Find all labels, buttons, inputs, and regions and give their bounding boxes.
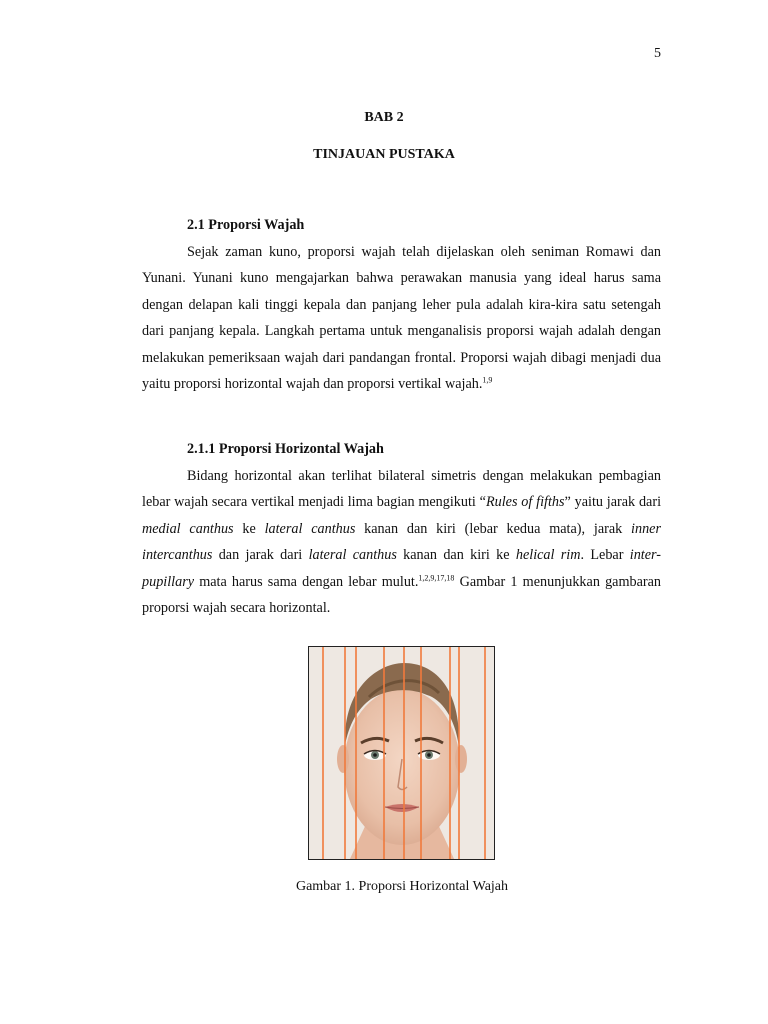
text: kanan dan kiri ke — [396, 547, 516, 563]
text: Bidang horizontal akan terlihat bilateral simetris dengan melakukan pembagian lebar wajah secara vertikal menjadi lima bagian mengikuti “ — [142, 467, 661, 510]
citation: 1,2,9,17,18 — [418, 572, 455, 582]
text: mata harus sama dengan lebar mulut. — [194, 573, 419, 590]
term: inner intercanthus — [142, 520, 661, 563]
figure-caption: Gambar 1. Proporsi Horizontal Wajah — [295, 879, 509, 894]
term: inter-pupillary — [142, 547, 661, 590]
right-ear — [455, 745, 467, 773]
face-proportion-figure — [308, 646, 495, 860]
page-number: 5 — [654, 46, 661, 61]
text: kanan dan kiri (lebar kedua mata), jarak — [355, 520, 632, 537]
term: Rules of fifths — [485, 494, 565, 510]
subsection-proporsi-horizontal — [142, 436, 661, 622]
text: ke — [233, 520, 265, 537]
paragraph-text: Sejak zaman kuno, proporsi wajah telah dijelaskan oleh seniman Romawi dan Yunani. Yunani kuno mengajarkan bahwa perawakan manusia yang ideal harus sama dengan delapan kali tinggi kepala dan panjang leher pula adalah kira-kira satu setengah dari panjang kepala. Langkah pertama untuk menganalisis proporsi wajah adalah dengan melakukan pemeriksaan wajah dari pandangan frontal. Proporsi wajah dibagi menjadi dua yaitu proporsi horizontal wajah dan proporsi vertikal wajah. — [142, 243, 661, 392]
citation: 1,9 — [482, 375, 493, 385]
text: Gambar 1 menunjukkan gambaran proporsi wajah secara horizontal. — [142, 573, 662, 616]
section-heading: 2.1 Proporsi Wajah — [187, 217, 305, 233]
chapter-title: TINJAUAN PUSTAKA — [313, 147, 455, 162]
term: helical rim — [515, 547, 581, 563]
subsection-heading: 2.1.1 Proporsi Horizontal Wajah — [187, 441, 384, 457]
text: dan jarak dari — [212, 547, 309, 563]
text: . Lebar — [580, 547, 630, 563]
left-ear — [337, 745, 349, 773]
face-shape — [344, 689, 460, 845]
term: lateral canthus — [308, 547, 397, 563]
text: ” yaitu jarak dari — [564, 494, 662, 510]
term: medial canthus — [142, 520, 234, 537]
chapter-label: BAB 2 — [364, 110, 404, 125]
section-paragraph — [142, 239, 661, 398]
face-illustration — [309, 647, 495, 860]
section-proporsi-wajah — [142, 212, 661, 398]
term: lateral canthus — [264, 520, 356, 537]
subsection-paragraph — [142, 463, 661, 622]
